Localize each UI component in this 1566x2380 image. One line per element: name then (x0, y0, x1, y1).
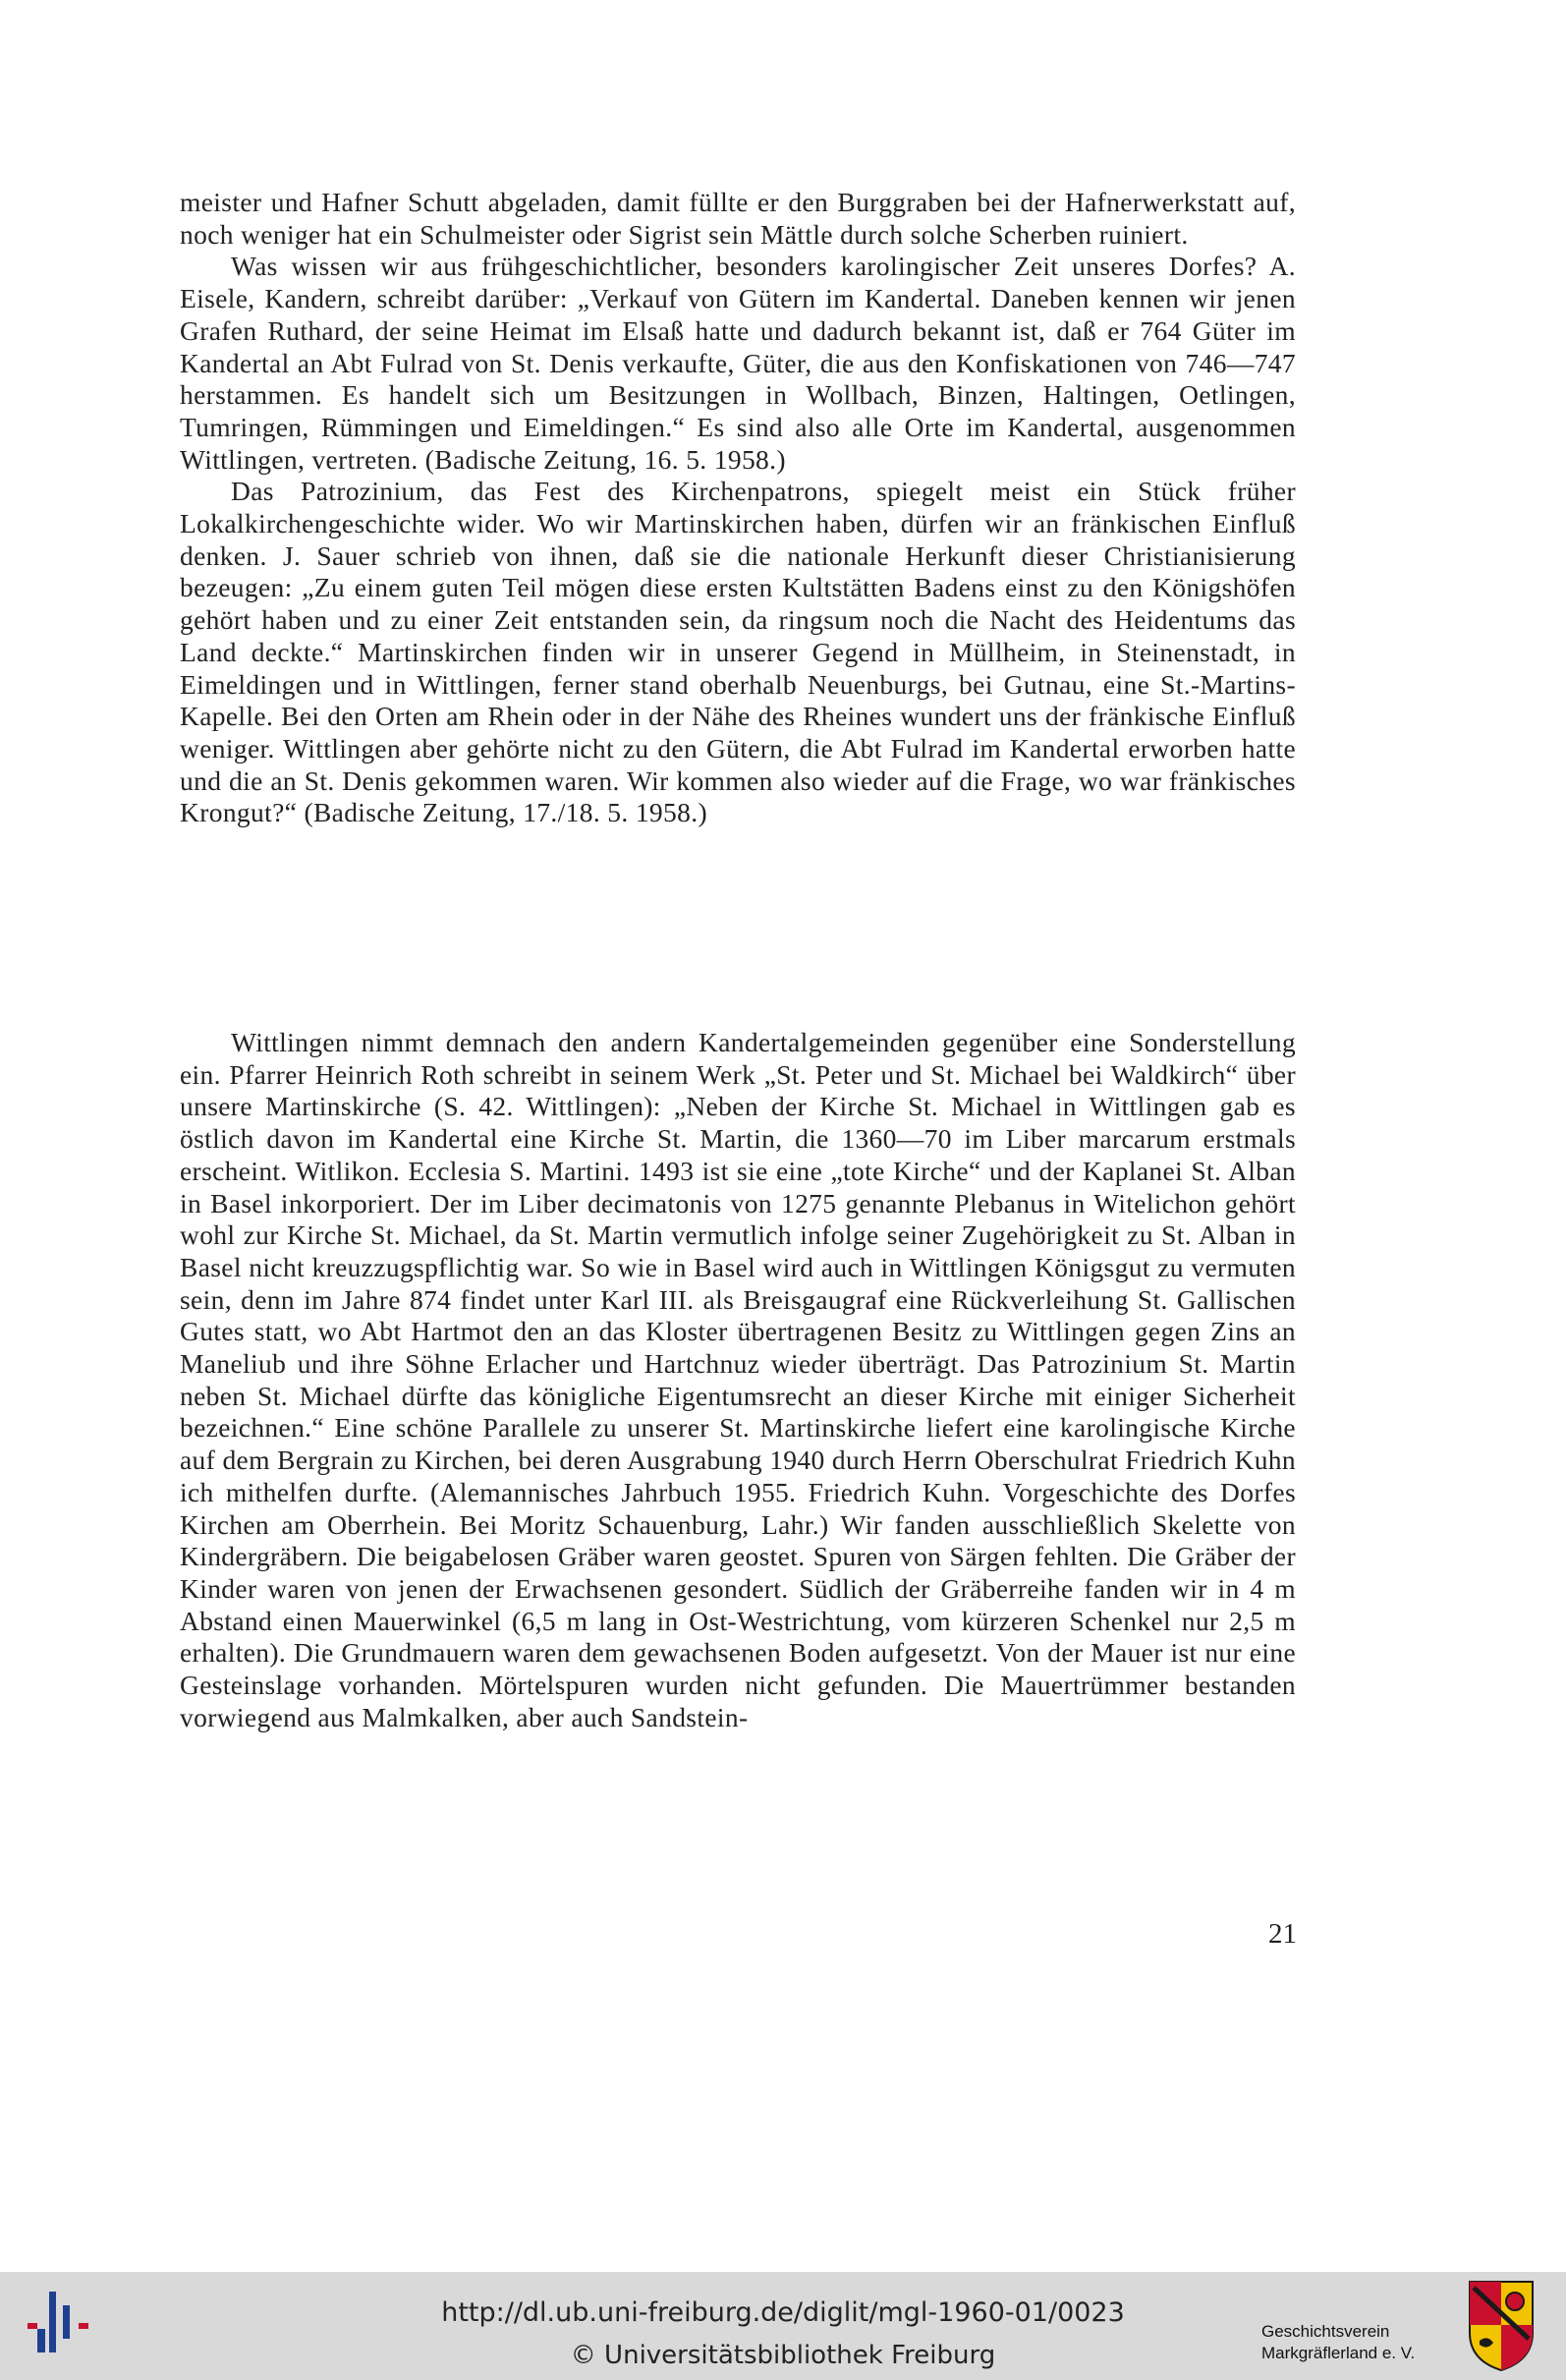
source-url-link[interactable]: http://dl.ub.uni-freiburg.de/diglit/mgl-1960-01/0023 (441, 2297, 1125, 2328)
page-number: 21 (1268, 1918, 1297, 1950)
society-line-1: Geschichtsverein (1261, 2322, 1390, 2341)
coat-of-arms-icon (1468, 2280, 1535, 2372)
copyright-text: © Universitätsbibliothek Freiburg (570, 2341, 996, 2370)
paragraph: meister und Hafner Schutt abgeladen, damit füllte er den Burggraben bei der Hafnerwerkstatt auf, noch weniger hat ein Schulmeister oder Sigrist sein Mättle durch solche Scherben ruiniert. (180, 187, 1296, 250)
paragraph: Wittlingen nimmt demnach den andern Kandertalgemeinden gegenüber eine Sonderstellung ein. Pfarrer Heinrich Roth schreibt in seinem Werk „St. Peter und St. Michael bei Waldkirch“ über unsere Martinskirche (S. 42. Wittlingen): „Neben der Kirche St. Michael in Wittlingen gab es östlich davon im Kandertal eine Kirche St. Martin, die 1360—70 im Liber marcarum erstmals erscheint. Witlikon. Ecclesia S. Martini. 1493 ist sie eine „tote Kirche“ und der Kaplanei St. Alban in Basel inkorporiert. Der im Liber decimatonis von 1275 genannte Plebanus in Witelichon gehört wohl zur Kirche St. Michael, da St. Martin vermutlich infolge seiner Zugehörigkeit zu St. Alban in Basel nicht kreuzzugspflichtig war. So wie in Basel wird auch in Wittlingen Königsgut zu vermuten sein, denn im Jahre 874 findet unter Karl III. als Breisgaugraf eine Rückverleihung St. Gallischen Gutes statt, wo Abt Hartmot den an das Kloster übertragenen Besitz zu Wittlingen gegen Zins an Maneliub und ihre Söhne Erlacher und Hartchnuz wieder überträgt. Das Patrozinium St. Martin neben St. Michael dürfte das königliche Eigentumsrecht an dieser Kirche mit einiger Sicherheit bezeichnen.“ Eine schöne Parallele zu unserer St. Martinskirche liefert eine karolingische Kirche auf dem Bergrain zu Kirchen, bei deren Ausgrabung 1940 durch Herrn Oberschulrat Friedrich Kuhn ich mithelfen durfte. (Alemannisches Jahrbuch 1955. Friedrich Kuhn. Vorgeschichte des Dorfes Kirchen am Oberrhein. Bei Moritz Schauenburg, Lahr.) Wir fanden ausschließlich Skelette von Kindergräbern. Die beigabelosen Gräber waren geostet. Spuren von Särgen fehlten. Die Gräber der Kinder waren von jenen der Erwachsenen gesondert. Südlich der Gräberreihe fanden wir in 4 m Abstand einen Mauerwinkel (6,5 m lang in Ost-Westrichtung, vom kürzeren Schenkel nur 2,5 m erhalten). Die Grundmauern waren dem gewachsenen Boden aufgesetzt. Von der Mauer ist nur eine Gesteinslage vorhanden. Mörtelspuren wurden nicht gefunden. Die Mauertrümmer bestanden vorwiegend aus Malmkalken, aber auch Sandstein- (180, 1027, 1296, 1732)
society-name (1261, 2321, 1415, 2364)
paragraph: Was wissen wir aus frühgeschichtlicher, besonders karolingischer Zeit unseres Dorfes? A. Eisele, Kandern, schreibt darüber: „Verkauf von Gütern im Kandertal. Daneben kennen wir jenen Grafen Ruthard, der seine Heimat im Elsaß hatte und dadurch bekannt ist, daß er 764 Güter im Kandertal an Abt Fulrad von St. Denis verkaufte, Güter, die aus den Konfiskationen von 746—747 herstammen. Es handelt sich um Besitzungen in Wollbach, Binzen, Haltingen, Oetlingen, Tumringen, Rümmingen und Eimeldingen.“ Es sind also alle Orte im Kandertal, ausgenommen Wittlingen, vertreten. (Badische Zeitung, 16. 5. 1958.) (180, 251, 1296, 475)
paragraph: Das Patrozinium, das Fest des Kirchenpatrons, spiegelt meist ein Stück früher Lokalkirchengeschichte wider. Wo wir Martinskirchen haben, dürfen wir an fränkischen Einfluß denken. J. Sauer schrieb von ihnen, daß sie die nationale Herkunft dieser Christianisierung bezeugen: „Zu einem guten Teil mögen diese ersten Kultstätten Badens einst zu den Königshöfen gehört haben und zu einer Zeit entstanden sein, da ringsum noch die Nacht des Heidentums das Land deckte.“ Martinskirchen finden wir in unserer Gegend in Müllheim, in Steinenstadt, in Eimeldingen und in Wittlingen, ferner stand oberhalb Neuenburgs, bei Gutnau, eine St.-Martins-Kapelle. Bei den Orten am Rhein oder in der Nähe des Rheines wundert uns der fränkische Einfluß weniger. Wittlingen aber gehörte nicht zu den Gütern, die Abt Fulrad im Kandertal erworben hatte und die an St. Denis gekommen waren. Wir kommen also wieder auf die Frage, wo war fränkisches Krongut?“ (Badische Zeitung, 17./18. 5. 1958.) (180, 476, 1296, 828)
footer-bar (0, 2272, 1566, 2380)
body-text-lower (180, 1027, 1296, 1733)
body-text-upper (180, 187, 1296, 829)
society-line-2: Markgräflerland e. V. (1261, 2344, 1416, 2362)
